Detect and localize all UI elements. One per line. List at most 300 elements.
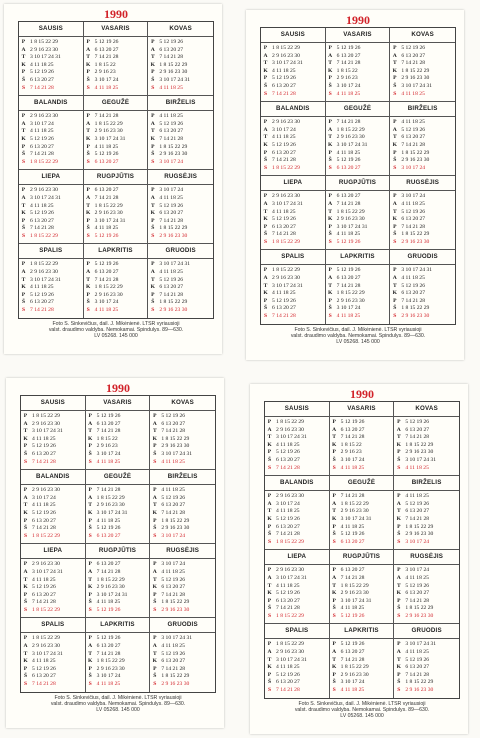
weekday-letter: K: [85, 61, 91, 68]
imprint-footer: [264, 701, 460, 720]
weekday-letter: Š: [23, 525, 28, 532]
weekday-row: [84, 62, 148, 70]
day-numbers: 5 12 19 26: [96, 635, 121, 642]
weekday-row: [84, 113, 148, 121]
weekday-letter: Š: [86, 151, 90, 158]
weekday-row: [19, 299, 83, 307]
weekday-row: [21, 502, 85, 510]
weekday-row: [330, 641, 394, 649]
day-numbers: 6 13 20 27: [30, 143, 54, 150]
weekday-letter: K: [396, 441, 401, 448]
weekday-row: [261, 68, 325, 76]
day-numbers: 7 14 21 28: [96, 568, 121, 575]
weekday-row: [326, 283, 390, 291]
weekday-row: [84, 121, 148, 129]
month-days: [326, 43, 390, 101]
day-numbers: 7 14 21 28: [276, 605, 300, 612]
weekday-letter: S: [21, 307, 26, 314]
day-numbers: 4 11 18 25: [161, 643, 185, 650]
day-numbers: 7 14 21 28: [276, 687, 300, 694]
weekday-row: [19, 69, 83, 77]
weekday-letter: A: [267, 500, 272, 507]
weekday-row: [394, 442, 459, 450]
day-numbers: 6 13 20 27: [32, 450, 56, 457]
weekday-row: [19, 203, 83, 211]
weekday-row: [330, 508, 394, 516]
weekday-row: [330, 449, 394, 457]
day-numbers: 2 9 16 23 30: [161, 606, 190, 613]
day-numbers: 7 14 21 28: [405, 434, 430, 441]
weekday-row: [394, 531, 459, 539]
weekday-letter: T: [21, 128, 26, 135]
weekday-letter: K: [150, 135, 155, 142]
weekday-letter: P: [86, 261, 90, 268]
month-grid: [20, 395, 216, 693]
day-numbers: 7 14 21 28: [32, 458, 56, 465]
day-numbers: 3 10 17 24: [96, 450, 121, 457]
day-numbers: 5 12 19 26: [30, 69, 54, 76]
weekday-row: [19, 187, 83, 195]
weekday-row: [265, 508, 329, 516]
day-numbers: 3 10 17 24 31: [94, 217, 126, 224]
weekday-row: [86, 599, 150, 607]
calendar-card-top-left: [4, 4, 222, 354]
day-numbers: 4 11 18 25: [161, 568, 185, 575]
weekday-letter: P: [267, 671, 272, 678]
sunday-row: [19, 307, 83, 315]
day-numbers: 5 12 19 26: [272, 141, 296, 148]
weekday-row: [390, 127, 455, 135]
month-block: [390, 250, 455, 323]
sunday-row: [390, 239, 455, 247]
weekday-letter: Š: [21, 299, 26, 306]
month-name: SPALIS: [261, 250, 325, 265]
weekday-letter: Š: [332, 605, 336, 612]
weekday-row: [150, 658, 215, 666]
day-numbers: 1 8 15 22 29: [32, 635, 60, 642]
weekday-letter: S: [23, 532, 28, 539]
month-name: RUGPJŪTIS: [326, 176, 390, 191]
weekday-row: [261, 83, 325, 91]
day-numbers: 2 9 16 23 30: [32, 487, 60, 494]
weekday-row: [330, 493, 394, 501]
month-name: RUGPJŪTIS: [84, 170, 148, 185]
weekday-letter: A: [23, 494, 28, 501]
weekday-row: [394, 524, 459, 532]
day-numbers: 5 12 19 26: [32, 584, 56, 591]
month-days: [394, 417, 459, 475]
weekday-letter: A: [328, 126, 333, 133]
weekday-letter: A: [21, 194, 26, 201]
day-numbers: 5 12 19 26: [94, 39, 119, 45]
weekday-letter: A: [392, 200, 397, 207]
month-name: KOVAS: [394, 402, 459, 417]
day-numbers: 6 13 20 27: [161, 502, 186, 509]
weekday-letter: P: [267, 419, 272, 425]
month-days: [84, 185, 148, 243]
month-name: GRUODIS: [150, 618, 215, 633]
weekday-row: [394, 664, 459, 672]
day-numbers: 3 10 17 24 31: [336, 223, 368, 230]
day-numbers: 7 14 21 28: [276, 531, 300, 538]
month-name: RUGPJŪTIS: [330, 550, 394, 565]
day-numbers: 7 14 21 28: [272, 313, 296, 320]
weekday-letter: T: [267, 434, 272, 441]
weekday-row: [390, 275, 455, 283]
weekday-row: [84, 54, 148, 62]
weekday-letter: K: [85, 135, 91, 142]
day-numbers: 3 10 17 24: [401, 164, 426, 171]
day-numbers: 3 10 17 24 31: [32, 568, 63, 575]
weekday-letter: P: [267, 567, 272, 574]
weekday-row: [265, 449, 329, 457]
day-numbers: 5 12 19 26: [340, 419, 365, 425]
month-block: [265, 476, 330, 550]
weekday-row: [84, 39, 148, 47]
day-numbers: 6 13 20 27: [405, 664, 430, 671]
weekday-row: [330, 567, 394, 575]
weekday-row: [261, 142, 325, 150]
weekday-row: [21, 658, 85, 666]
day-numbers: 1 8 15 22 29: [272, 267, 300, 274]
month-name: LIEPA: [261, 176, 325, 191]
weekday-row: [86, 502, 150, 510]
weekday-row: [150, 673, 215, 681]
month-days: [148, 37, 213, 95]
day-numbers: 2 9 16 23 30: [161, 443, 190, 450]
weekday-letter: Š: [263, 231, 268, 238]
weekday-letter: S: [21, 84, 26, 91]
day-numbers: 2 9 16 23 30: [30, 187, 58, 194]
weekday-letter: T: [88, 502, 93, 509]
month-name: LAPKRITIS: [330, 624, 394, 639]
month-name: BALANDIS: [21, 470, 85, 485]
day-numbers: 4 11 18 25: [405, 649, 429, 656]
day-numbers: 6 13 20 27: [336, 275, 361, 282]
day-numbers: 3 10 17 24 31: [30, 194, 61, 201]
day-numbers: 6 13 20 27: [94, 187, 119, 194]
day-numbers: 2 9 16 23 30: [276, 426, 304, 433]
weekday-letter: P: [332, 493, 336, 500]
weekday-row: [394, 457, 459, 465]
day-numbers: 6 13 20 27: [32, 673, 56, 680]
weekday-letter: S: [23, 681, 28, 688]
month-grid: [264, 401, 460, 699]
calendar-sheet: [20, 378, 216, 714]
weekday-row: [21, 421, 85, 429]
month-days: [148, 111, 213, 169]
weekday-row: [21, 525, 85, 533]
day-numbers: 3 10 17 24 31: [401, 267, 433, 274]
day-numbers: 3 10 17 24: [405, 567, 430, 574]
weekday-letter: K: [396, 590, 401, 597]
day-numbers: 1 8 15 22: [340, 441, 362, 448]
weekday-row: [150, 510, 215, 518]
weekday-letter: K: [87, 584, 93, 591]
month-days: [86, 559, 150, 617]
day-numbers: 3 10 17 24 31: [405, 641, 437, 648]
month-block: [21, 470, 86, 544]
day-numbers: 7 14 21 28: [336, 119, 361, 126]
day-numbers: 6 13 20 27: [276, 456, 300, 463]
weekday-row: [19, 77, 83, 85]
weekday-letter: S: [88, 458, 92, 465]
day-numbers: 6 13 20 27: [161, 658, 186, 665]
day-numbers: 3 10 17 24 31: [159, 261, 191, 268]
day-numbers: 1 8 15 22 29: [336, 126, 365, 133]
sunday-row: [19, 159, 83, 167]
weekday-letter: A: [152, 643, 157, 650]
day-numbers: 2 9 16 23 30: [336, 216, 365, 223]
weekday-row: [150, 635, 215, 643]
day-numbers: 7 14 21 28: [32, 681, 56, 688]
month-block: [86, 544, 151, 618]
day-numbers: 4 11 18 25: [32, 435, 56, 442]
weekday-row: [265, 598, 329, 606]
month-days: [19, 37, 83, 95]
weekday-letter: P: [86, 187, 90, 194]
weekday-letter: A: [21, 46, 26, 53]
month-name: LIEPA: [21, 544, 85, 559]
weekday-row: [150, 592, 215, 600]
weekday-row: [261, 60, 325, 68]
day-numbers: 5 12 19 26: [94, 261, 119, 268]
day-numbers: 6 13 20 27: [161, 584, 186, 591]
day-numbers: 5 12 19 26: [32, 509, 56, 516]
weekday-row: [148, 210, 213, 218]
day-numbers: 2 9 16 23 30: [96, 665, 125, 672]
weekday-row: [394, 419, 459, 427]
weekday-letter: S: [151, 84, 155, 91]
weekday-row: [261, 157, 325, 165]
weekday-row: [326, 216, 390, 224]
day-numbers: 6 13 20 27: [30, 299, 54, 306]
weekday-row: [148, 269, 213, 277]
weekday-letter: P: [21, 143, 26, 150]
day-numbers: 6 13 20 27: [276, 679, 300, 686]
day-numbers: 5 12 19 26: [405, 500, 430, 507]
weekday-row: [86, 518, 150, 526]
day-numbers: 3 10 17 24 31: [161, 450, 193, 457]
month-days: [150, 559, 215, 617]
weekday-letter: T: [396, 656, 401, 663]
day-numbers: 4 11 18 25: [161, 458, 185, 465]
month-block: [150, 544, 215, 618]
day-numbers: 4 11 18 25: [159, 194, 183, 201]
month-days: [21, 633, 85, 691]
day-numbers: 3 10 17 24 31: [276, 574, 307, 581]
weekday-row: [148, 299, 213, 307]
sunday-row: [84, 159, 148, 167]
day-numbers: 3 10 17 24 31: [272, 200, 303, 207]
weekday-letter: T: [328, 282, 333, 289]
weekday-letter: K: [331, 515, 337, 522]
weekday-letter: T: [150, 54, 155, 61]
weekday-letter: A: [21, 269, 26, 276]
day-numbers: 6 13 20 27: [405, 508, 430, 515]
month-name: BIRŽELIS: [150, 470, 215, 485]
day-numbers: 7 14 21 28: [405, 597, 430, 604]
weekday-row: [261, 209, 325, 217]
weekday-letter: T: [332, 582, 337, 589]
weekday-row: [150, 525, 215, 533]
day-numbers: 6 13 20 27: [32, 591, 56, 598]
day-numbers: 4 11 18 25: [159, 84, 183, 91]
day-numbers: 4 11 18 25: [30, 61, 54, 68]
day-numbers: 2 9 16 23 30: [276, 567, 304, 574]
month-days: [84, 37, 148, 95]
day-numbers: 6 13 20 27: [96, 561, 121, 568]
weekday-row: [330, 583, 394, 591]
weekday-letter: Š: [267, 531, 272, 538]
weekday-row: [19, 62, 83, 70]
day-numbers: 7 14 21 28: [401, 60, 426, 67]
sunday-row: [21, 533, 85, 541]
weekday-letter: Š: [151, 76, 155, 83]
weekday-letter: A: [332, 574, 337, 581]
weekday-letter: P: [21, 261, 26, 268]
month-block: [84, 244, 149, 317]
day-numbers: 7 14 21 28: [30, 84, 54, 91]
weekday-row: [261, 298, 325, 306]
day-numbers: 7 14 21 28: [161, 591, 186, 598]
sunday-row: [84, 85, 148, 93]
day-numbers: 6 13 20 27: [30, 76, 54, 83]
month-block: [150, 396, 215, 470]
day-numbers: 7 14 21 28: [272, 90, 296, 97]
weekday-letter: P: [153, 635, 157, 642]
day-numbers: 6 13 20 27: [96, 643, 121, 650]
weekday-row: [330, 664, 394, 672]
weekday-row: [150, 599, 215, 607]
day-numbers: 5 12 19 26: [94, 151, 119, 158]
day-numbers: 6 13 20 27: [272, 223, 296, 230]
weekday-row: [84, 210, 148, 218]
weekday-row: [265, 442, 329, 450]
weekday-row: [330, 457, 394, 465]
day-numbers: 6 13 20 27: [405, 590, 430, 597]
weekday-letter: P: [151, 217, 155, 224]
month-days: [148, 185, 213, 243]
day-numbers: 1 8 15 22: [94, 61, 116, 68]
month-block: [21, 618, 86, 691]
weekday-row: [150, 584, 215, 592]
weekday-letter: S: [267, 538, 272, 545]
day-numbers: 2 9 16 23 30: [159, 69, 188, 76]
weekday-letter: Š: [88, 450, 92, 457]
weekday-letter: T: [332, 508, 337, 515]
weekday-row: [394, 501, 459, 509]
day-numbers: 6 13 20 27: [159, 210, 184, 217]
weekday-row: [394, 598, 459, 606]
day-numbers: 7 14 21 28: [401, 297, 426, 304]
weekday-letter: S: [23, 458, 28, 465]
weekday-letter: P: [23, 561, 28, 568]
day-numbers: 2 9 16 23 30: [276, 649, 304, 656]
day-numbers: 5 12 19 26: [159, 120, 184, 127]
calendar-sheet: [260, 10, 456, 346]
day-numbers: 2 9 16 23 30: [340, 508, 369, 515]
weekday-row: [390, 142, 455, 150]
weekday-row: [326, 134, 390, 142]
weekday-letter: S: [23, 606, 28, 613]
day-numbers: 6 13 20 27: [340, 567, 365, 574]
weekday-row: [84, 47, 148, 55]
sunday-row: [148, 85, 213, 93]
weekday-letter: K: [392, 216, 397, 223]
weekday-letter: P: [397, 449, 401, 456]
month-block: [265, 402, 330, 476]
weekday-row: [394, 679, 459, 687]
day-numbers: 5 12 19 26: [161, 494, 186, 501]
month-name: GRUODIS: [390, 250, 455, 265]
day-numbers: 7 14 21 28: [32, 525, 56, 532]
day-numbers: 1 8 15 22 29: [272, 45, 300, 51]
weekday-row: [148, 113, 213, 121]
weekday-letter: S: [393, 164, 397, 171]
weekday-letter: K: [23, 509, 28, 516]
month-block: [261, 102, 326, 176]
day-numbers: 6 13 20 27: [159, 128, 184, 135]
weekday-letter: K: [21, 61, 26, 68]
weekday-letter: K: [392, 290, 397, 297]
day-numbers: 3 10 17 24 31: [96, 509, 128, 516]
weekday-letter: A: [23, 568, 28, 575]
weekday-row: [265, 516, 329, 524]
weekday-letter: Š: [23, 673, 28, 680]
weekday-letter: S: [86, 307, 90, 314]
weekday-letter: S: [397, 612, 401, 619]
day-numbers: 7 14 21 28: [159, 291, 184, 298]
month-days: [261, 191, 325, 249]
day-numbers: 7 14 21 28: [96, 487, 121, 494]
weekday-row: [21, 673, 85, 681]
month-block: [148, 22, 213, 96]
weekday-letter: P: [153, 443, 157, 450]
day-numbers: 6 13 20 27: [401, 52, 426, 59]
weekday-letter: S: [263, 164, 268, 171]
day-numbers: 1 8 15 22 29: [159, 143, 188, 150]
weekday-letter: P: [88, 517, 92, 524]
day-numbers: 2 9 16 23 30: [405, 531, 434, 538]
weekday-letter: K: [85, 284, 91, 291]
weekday-row: [86, 436, 150, 444]
weekday-row: [19, 284, 83, 292]
day-numbers: 6 13 20 27: [94, 46, 119, 53]
weekday-letter: P: [328, 223, 332, 230]
day-numbers: 7 14 21 28: [272, 231, 296, 238]
weekday-row: [86, 635, 150, 643]
weekday-row: [265, 657, 329, 665]
weekday-row: [150, 451, 215, 459]
weekday-row: [265, 427, 329, 435]
weekday-letter: K: [331, 664, 337, 671]
month-name: BIRŽELIS: [394, 476, 459, 491]
day-numbers: 6 13 20 27: [94, 158, 119, 165]
month-name: VASARIS: [326, 28, 390, 43]
sunday-row: [261, 239, 325, 247]
weekday-row: [390, 53, 455, 61]
weekday-row: [261, 127, 325, 135]
weekday-row: [148, 284, 213, 292]
month-days: [265, 565, 329, 623]
day-numbers: 2 9 16 23 30: [272, 52, 300, 59]
sunday-row: [84, 307, 148, 315]
sunday-row: [21, 607, 85, 615]
month-block: [19, 170, 84, 244]
day-numbers: 2 9 16 23 30: [94, 291, 123, 298]
day-numbers: 7 14 21 28: [401, 223, 426, 230]
